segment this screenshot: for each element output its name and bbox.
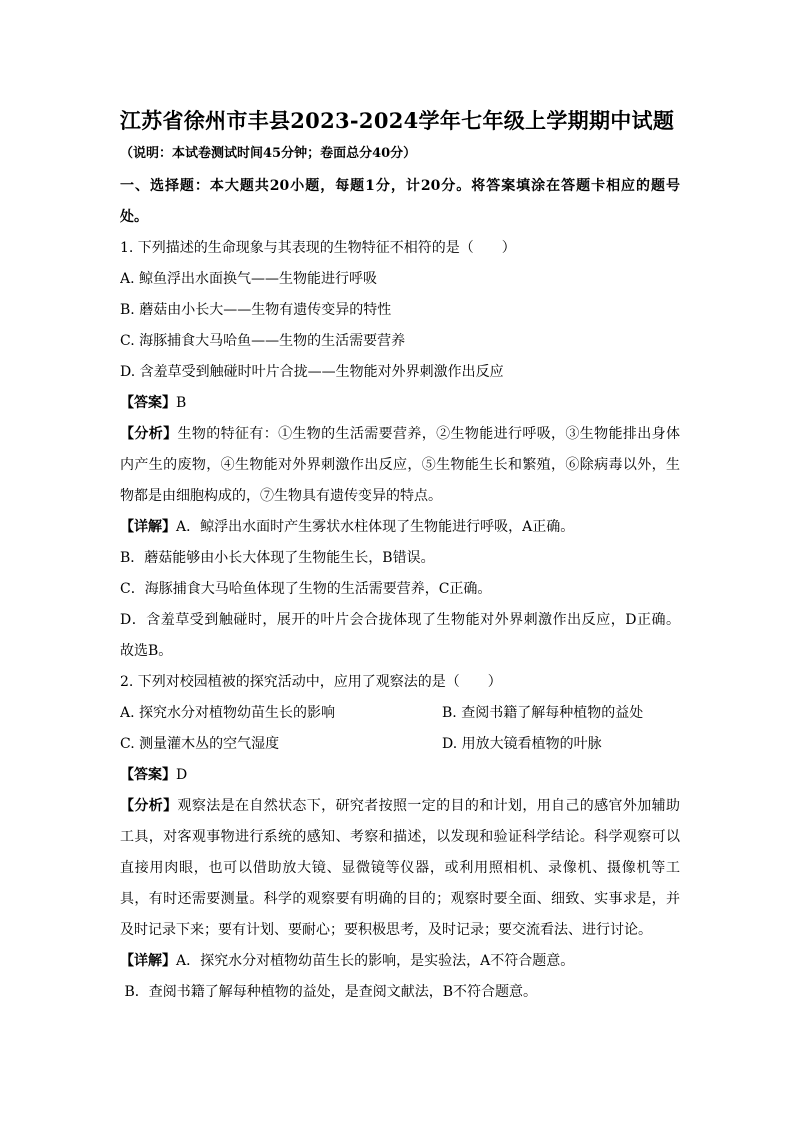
analysis-label: 【分析】: [120, 426, 178, 442]
question-1-detail-line-4: D．含羞草受到触碰时，展开的叶片会合拢体现了生物能对外界刺激作出反应，D正确。: [120, 612, 680, 628]
analysis-text: 生物的特征有：①生物的生活需要营养，②生物能进行呼吸，③生物能排出身体: [177, 426, 680, 442]
question-1-conclusion: 故选B。: [120, 643, 173, 659]
question-1-option-c: C. 海豚捕食大马哈鱼——生物的生活需要营养: [120, 333, 406, 349]
document-title: 江苏省徐州市丰县2023-2024学年七年级上学期期中试题: [119, 108, 675, 133]
question-1-option-d: D. 含羞草受到触碰时叶片合拢——生物能对外界刺激作出反应: [120, 364, 504, 380]
question-2-option-b: B. 查阅书籍了解每种植物的益处: [442, 705, 644, 721]
question-2-analysis-line-5: 及时记录下来；要有计划、要耐心；要积极思考，及时记录；要交流看法、进行讨论。: [120, 922, 652, 938]
question-1-answer: [120, 393, 680, 413]
analysis-label: 【分析】: [120, 798, 178, 814]
question-2-option-c: C. 测量灌木丛的空气湿度: [120, 736, 280, 752]
question-2-detail-line-1: [120, 951, 680, 971]
analysis-text: 观察法是在自然状态下，研究者按照一定的目的和计划，用自己的感官外加辅助: [177, 798, 680, 814]
question-1-detail-line-2: B．蘑菇能够由小长大体现了生物能生长，B错误。: [120, 550, 435, 566]
question-2-stem: 2. 下列对校园植被的探究活动中，应用了观察法的是（ ）: [120, 674, 502, 690]
question-1-analysis-line-1: [120, 424, 680, 444]
question-1-stem: 1. 下列描述的生命现象与其表现的生物特征不相符的是（ ）: [120, 240, 516, 256]
question-1-option-a: A. 鲸鱼浮出水面换气——生物能进行呼吸: [120, 271, 378, 287]
detail-text: A．鲸浮出水面时产生雾状水柱体现了生物能进行呼吸，A正确。: [176, 519, 575, 535]
detail-label: 【详解】: [120, 519, 176, 535]
question-2-analysis-line-3: 直接用肉眼，也可以借助放大镜、显微镜等仪器，或利用照相机、录像机、摄像机等工: [120, 860, 680, 876]
question-2-answer: [120, 765, 680, 785]
question-2-option-d: D. 用放大镜看植物的叶脉: [442, 736, 602, 752]
question-2-option-a: A. 探究水分对植物幼苗生长的影响: [120, 705, 336, 721]
question-2-analysis-line-2: 工具，对客观事物进行系统的感知、考察和描述，以发现和验证科学结论。科学观察可以: [120, 829, 680, 845]
answer-value: D: [176, 767, 188, 783]
question-1-option-b: B. 蘑菇由小长大——生物有遗传变异的特性: [120, 302, 392, 318]
question-1-detail-line-3: C．海豚捕食大马哈鱼体现了生物的生活需要营养，C正确。: [120, 581, 492, 597]
section-heading-line-2: 处。: [120, 209, 148, 225]
question-1-analysis-line-3: 物都是由细胞构成的，⑦生物具有遗传变异的特点。: [120, 488, 442, 504]
answer-label: 【答案】: [120, 767, 176, 783]
question-1-detail-line-1: [120, 517, 680, 537]
detail-text: A．探究水分对植物幼苗生长的影响，是实验法，A不符合题意。: [176, 953, 575, 969]
question-1-analysis-line-2: 内产生的废物，④生物能对外界刺激作出反应，⑤生物能生长和繁殖，⑥除病毒以外，生: [120, 457, 680, 473]
question-2-analysis-line-4: 具，有时还需要测量。科学的观察要有明确的目的；观察时要全面、细致、实事求是，并: [120, 891, 680, 907]
question-2-analysis-line-1: [120, 796, 680, 816]
answer-label: 【答案】: [120, 395, 176, 411]
question-2-detail-line-2: B．查阅书籍了解每种植物的益处，是查阅文献法，B不符合题意。: [120, 984, 538, 1000]
detail-label: 【详解】: [120, 953, 176, 969]
exam-note: （说明：本试卷测试时间45分钟；卷面总分40分）: [120, 146, 417, 161]
section-heading-line-1: 一、选择题：本大题共20小题，每题1分，计20分。将答案填涂在答题卡相应的题号: [120, 178, 680, 194]
answer-value: B: [176, 395, 187, 411]
